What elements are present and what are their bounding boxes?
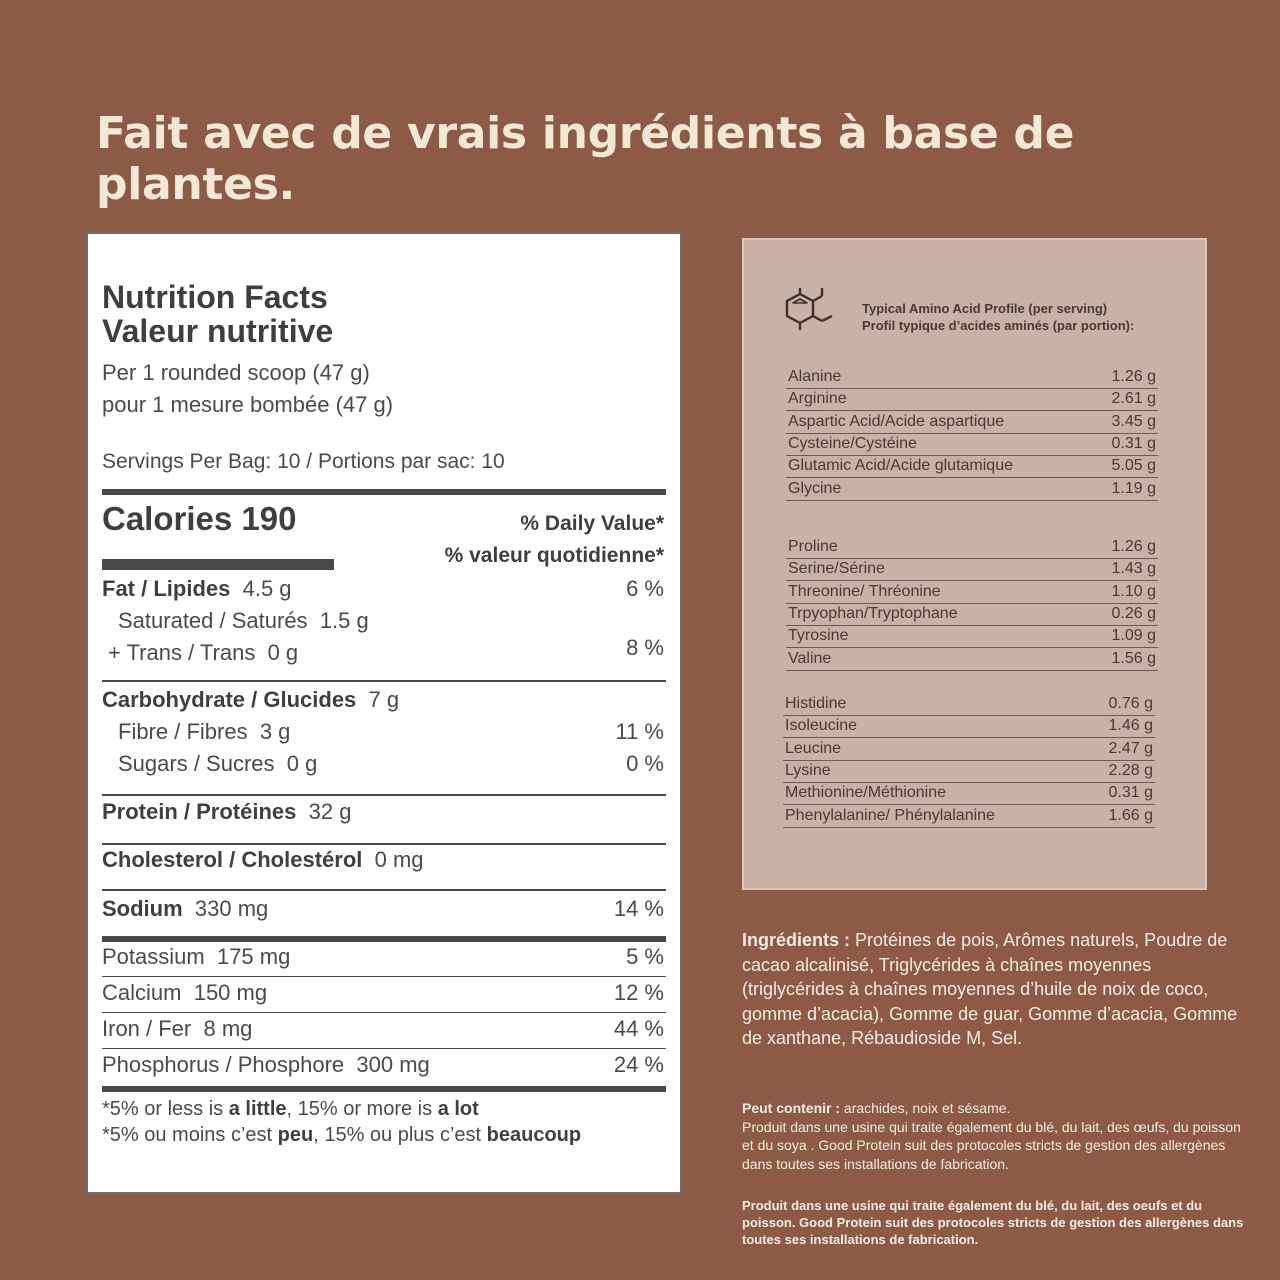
thick-rule bbox=[102, 1086, 666, 1092]
amino-acid-row bbox=[786, 558, 1158, 581]
calcium-amount: 150 mg bbox=[193, 980, 268, 1005]
footnote-fr-text: , 15% ou plus c’est bbox=[313, 1124, 487, 1146]
calcium-dv: 12 % bbox=[613, 980, 664, 1005]
amino-acid-value: 1.56 g bbox=[1111, 649, 1156, 667]
phosphorus-dv: 24 % bbox=[613, 1052, 664, 1077]
sodium-row bbox=[102, 896, 268, 922]
amino-acid-row bbox=[786, 388, 1158, 411]
amino-acid-value: 2.61 g bbox=[1111, 390, 1156, 408]
amino-acid-row bbox=[786, 411, 1158, 434]
thick-rule bbox=[102, 489, 666, 495]
headline: Fait avec de vrais ingrédients à base de plantes. bbox=[96, 108, 1075, 210]
amino-acid-value: 0.31 g bbox=[1108, 784, 1153, 802]
phosphorus-row bbox=[102, 1052, 430, 1078]
carb-row bbox=[102, 687, 399, 713]
sodium-dv: 14 % bbox=[613, 896, 664, 921]
amino-header bbox=[862, 300, 1134, 334]
rule bbox=[102, 680, 666, 682]
may-contain-text: arachides, noix et sésame. bbox=[840, 1100, 1011, 1116]
ingredients-text: Protéines de pois, Arômes naturels, Poudre de cacao alcalinisé, Triglycérides à chaînes moyennes (triglycérides à chaînes moyennes d’huile de noix de coco, gomme d’acacia), Gomme de guar, Gomme d’acacia, Gomme de xanthane, Rébaudioside M, Sel. bbox=[742, 930, 1238, 1048]
footnote-fr-beaucoup: beaucoup bbox=[486, 1124, 582, 1146]
serving-size-en: Per 1 rounded scoop (47 g) bbox=[102, 360, 370, 385]
amino-header-fr: Profil typique d’acides aminés (par portion): bbox=[862, 318, 1135, 333]
nutrition-title-fr: Valeur nutritive bbox=[102, 313, 334, 349]
rule bbox=[102, 1012, 666, 1013]
saturated-amount: 1.5 g bbox=[319, 608, 369, 633]
amino-acid-name: Glutamic Acid/Acide glutamique bbox=[788, 457, 1013, 475]
potassium-row bbox=[102, 944, 290, 970]
nutrition-facts-panel bbox=[86, 232, 682, 1194]
amino-acid-row bbox=[786, 581, 1158, 604]
amino-acid-name: Isoleucine bbox=[785, 717, 858, 735]
amino-acid-row bbox=[783, 782, 1155, 805]
amino-acid-value: 1.09 g bbox=[1111, 627, 1156, 645]
amino-acid-row bbox=[786, 478, 1158, 501]
ingredients bbox=[742, 928, 1242, 1051]
amino-acid-name: Tyrosine bbox=[788, 627, 849, 645]
calcium-label: Calcium bbox=[102, 980, 182, 1005]
amino-acid-row bbox=[783, 715, 1155, 738]
iron-label: Iron / Fer bbox=[102, 1016, 192, 1041]
amino-acid-row bbox=[786, 455, 1158, 478]
saturated-row bbox=[118, 608, 369, 634]
carb-label: Carbohydrate / Glucides bbox=[102, 687, 357, 712]
sodium-label: Sodium bbox=[102, 896, 183, 921]
saturated-label: Saturated / Saturés bbox=[118, 608, 308, 633]
amino-acid-name: Proline bbox=[788, 538, 838, 555]
amino-acid-value: 1.10 g bbox=[1111, 582, 1156, 600]
may-contain-label: Peut contenir : bbox=[742, 1100, 841, 1116]
amino-acid-value: 1.43 g bbox=[1111, 560, 1156, 578]
amino-acid-row bbox=[786, 648, 1158, 671]
potassium-label: Potassium bbox=[102, 944, 205, 969]
calories: Calories 190 bbox=[102, 500, 297, 537]
protein-label: Protein / Protéines bbox=[102, 799, 297, 824]
amino-acid-row bbox=[783, 805, 1155, 828]
footnote-en-lot: a lot bbox=[437, 1098, 479, 1120]
amino-acid-name: Glycine bbox=[788, 479, 842, 497]
footnote-fr bbox=[102, 1124, 581, 1147]
potassium-dv: 5 % bbox=[626, 944, 664, 969]
rule bbox=[102, 1048, 666, 1049]
footnote-en-text: *5% or less is bbox=[102, 1098, 229, 1120]
carb-amount: 7 g bbox=[368, 687, 400, 712]
facility-statement-bold: Produit dans une usine qui traite également du blé, du lait, des oeufs et du poisson. Good Protein suit des protocoles stricts de gestion des allergènes dans toutes ses installations de fabrication. bbox=[742, 1198, 1244, 1247]
amino-acid-value: 1.19 g bbox=[1111, 479, 1156, 497]
molecule-icon bbox=[780, 288, 842, 334]
amino-acid-value: 2.47 g bbox=[1108, 739, 1153, 757]
amino-acid-value: 0.26 g bbox=[1111, 604, 1156, 622]
iron-dv: 44 % bbox=[613, 1016, 664, 1041]
daily-value-en: % Daily Value* bbox=[520, 512, 664, 535]
amino-acid-name: Methionine/Méthionine bbox=[785, 784, 946, 802]
may-contain bbox=[742, 1099, 1252, 1173]
calcium-row bbox=[102, 980, 267, 1006]
amino-acid-row bbox=[783, 738, 1155, 761]
footnote-fr-peu: peu bbox=[277, 1124, 314, 1146]
amino-acid-name: Aspartic Acid/Acide aspartique bbox=[788, 412, 1005, 430]
footnote-en-little: a little bbox=[228, 1098, 287, 1120]
amino-acid-name: Serine/Sérine bbox=[788, 560, 885, 578]
amino-acid-name: Lysine bbox=[785, 761, 831, 779]
amino-acid-panel bbox=[742, 238, 1207, 890]
amino-acid-value: 1.26 g bbox=[1111, 368, 1156, 385]
amino-acid-name: Trpyophan/Tryptophane bbox=[788, 604, 958, 622]
amino-acid-row bbox=[783, 760, 1155, 783]
amino-acid-value: 0.76 g bbox=[1108, 695, 1153, 712]
fibre-label: Fibre / Fibres bbox=[118, 719, 248, 744]
phosphorus-amount: 300 mg bbox=[356, 1052, 430, 1077]
amino-acid-value: 1.26 g bbox=[1111, 538, 1156, 555]
amino-acid-value: 5.05 g bbox=[1111, 457, 1156, 475]
amino-acid-name: Leucine bbox=[785, 739, 842, 757]
protein-amount: 32 g bbox=[308, 799, 352, 824]
amino-acid-row bbox=[786, 433, 1158, 456]
fat-amount: 4.5 g bbox=[242, 576, 292, 601]
amino-acid-row bbox=[786, 536, 1158, 559]
amino-acid-name: Arginine bbox=[788, 390, 847, 408]
amino-acid-row bbox=[786, 366, 1158, 389]
sugars-label: Sugars / Sucres bbox=[118, 751, 275, 776]
iron-amount: 8 mg bbox=[203, 1016, 253, 1041]
amino-acid-value: 3.45 g bbox=[1111, 412, 1156, 430]
thick-rule bbox=[102, 936, 666, 942]
amino-acid-name: Phenylalanine/ Phénylalanine bbox=[785, 806, 995, 824]
amino-acid-value: 1.46 g bbox=[1108, 717, 1153, 735]
rule bbox=[102, 843, 666, 845]
amino-acid-value: 0.31 g bbox=[1111, 434, 1156, 452]
iron-row bbox=[102, 1016, 252, 1042]
amino-acid-row bbox=[786, 625, 1158, 648]
fibre-row bbox=[118, 719, 290, 745]
sugars-amount: 0 g bbox=[286, 751, 318, 776]
rule bbox=[102, 976, 666, 977]
amino-header-en: Typical Amino Acid Profile (per serving) bbox=[862, 301, 1108, 316]
amino-acid-name: Threonine/ Thréonine bbox=[788, 582, 941, 600]
potassium-amount: 175 mg bbox=[216, 944, 291, 969]
footnote-en bbox=[102, 1098, 479, 1121]
fibre-amount: 3 g bbox=[259, 719, 291, 744]
fat-row bbox=[102, 576, 292, 602]
amino-acid-name: Histidine bbox=[785, 695, 847, 712]
ingredients-label: Ingrédients : bbox=[742, 930, 851, 950]
fat-label: Fat / Lipides bbox=[102, 576, 231, 601]
rule bbox=[102, 889, 666, 891]
trans-label: + Trans / Trans bbox=[108, 640, 256, 665]
amino-acid-row bbox=[783, 693, 1155, 716]
serving-size-fr: pour 1 mesure bombée (47 g) bbox=[102, 392, 394, 417]
sat-trans-dv: 8 % bbox=[626, 635, 664, 660]
protein-row bbox=[102, 799, 351, 825]
daily-value-fr: % valeur quotidienne* bbox=[444, 544, 664, 567]
nutrition-title-en: Nutrition Facts bbox=[102, 279, 328, 315]
sugars-row bbox=[118, 751, 317, 777]
footnote-fr-text: *5% ou moins c’est bbox=[102, 1124, 278, 1146]
sodium-amount: 330 mg bbox=[194, 896, 269, 921]
footnote-en-text: , 15% or more is bbox=[286, 1098, 438, 1120]
fat-dv: 6 % bbox=[626, 576, 664, 601]
cholesterol-amount: 0 mg bbox=[374, 847, 424, 872]
amino-acid-name: Alanine bbox=[788, 368, 842, 385]
amino-acid-value: 2.28 g bbox=[1108, 761, 1153, 779]
calories-bar bbox=[102, 559, 334, 570]
amino-acid-name: Cysteine/Cystéine bbox=[788, 434, 917, 452]
sugars-dv: 0 % bbox=[626, 751, 664, 776]
fibre-dv: 11 % bbox=[615, 719, 664, 744]
trans-amount: 0 g bbox=[267, 640, 299, 665]
servings-per-bag: Servings Per Bag: 10 / Portions par sac: 10 bbox=[102, 450, 505, 473]
cholesterol-row bbox=[102, 847, 424, 873]
amino-acid-row bbox=[786, 603, 1158, 626]
phosphorus-label: Phosphorus / Phosphore bbox=[102, 1052, 345, 1077]
rule bbox=[102, 794, 666, 796]
amino-acid-value: 1.66 g bbox=[1108, 806, 1153, 824]
amino-acid-name: Valine bbox=[788, 649, 832, 667]
facility-statement: Produit dans une usine qui traite également du blé, du lait, des œufs, du poisson et du soya . Good Protein suit des protocoles stricts de gestion des allergènes dans toutes ses installations de fabrication. bbox=[742, 1118, 1241, 1172]
trans-row bbox=[108, 640, 298, 666]
cholesterol-label: Cholesterol / Cholestérol bbox=[102, 847, 363, 872]
